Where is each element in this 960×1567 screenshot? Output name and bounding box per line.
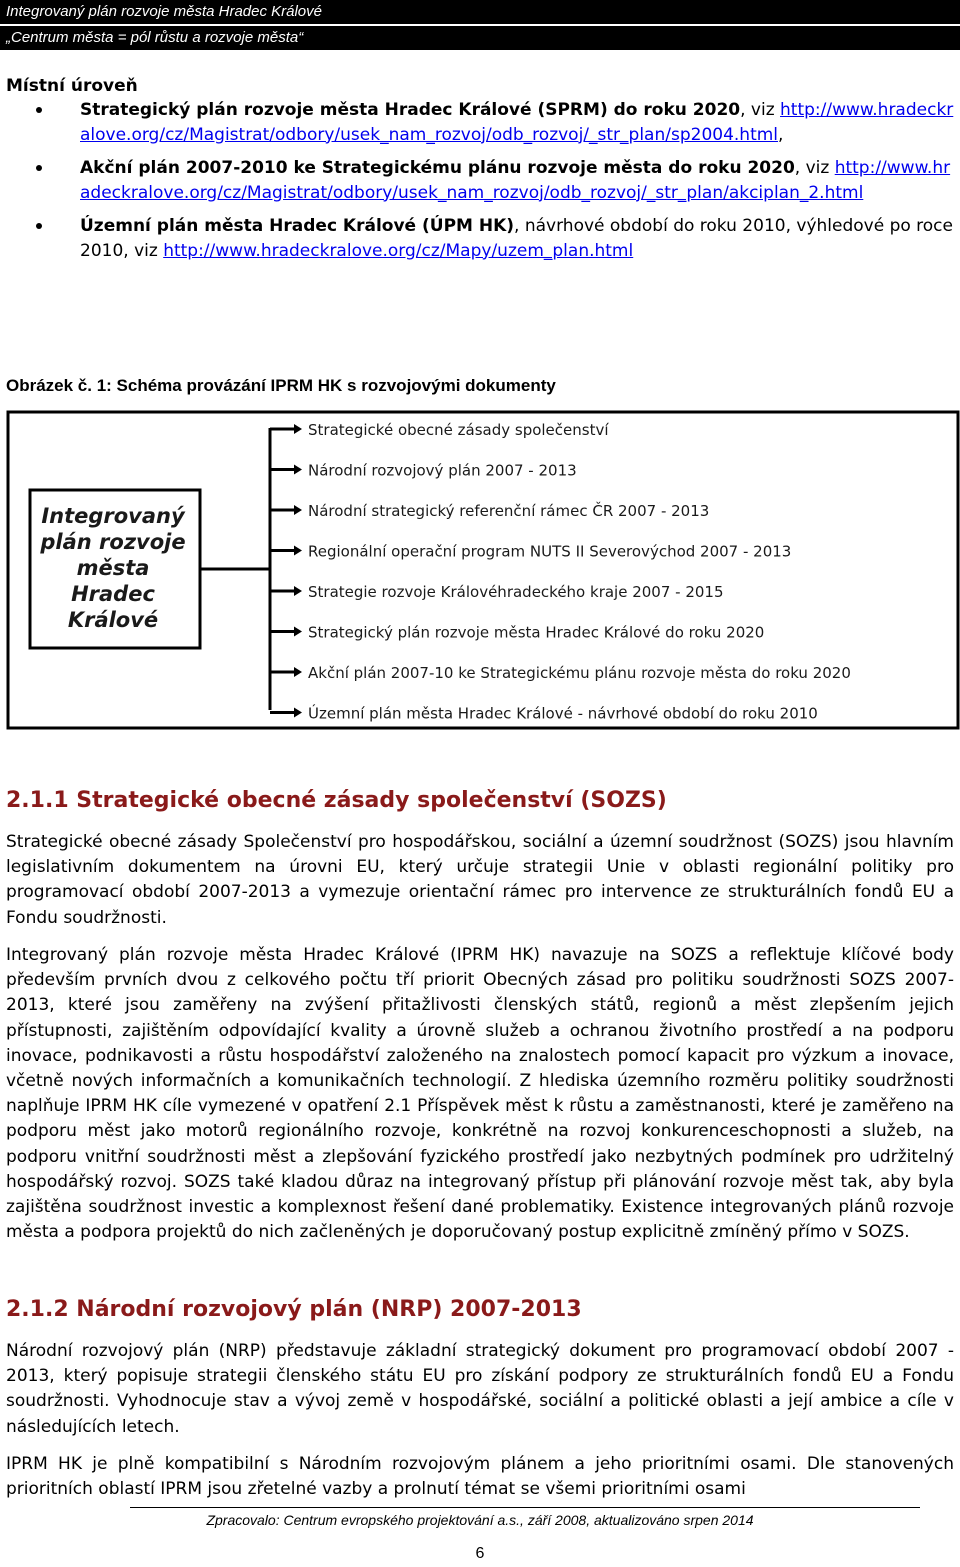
footer-rule bbox=[130, 1507, 920, 1508]
document-label: Akční plán 2007-10 ke Strategickému plánu rozvoje města do roku 2020 bbox=[308, 664, 851, 682]
document-label: Strategické obecné zásady společenství bbox=[308, 421, 609, 439]
document-title: Územní plán města Hradec Králové (ÚPM HK) bbox=[80, 216, 515, 236]
running-header-subtitle: „Centrum města = pól růstu a rozvoje města“ bbox=[0, 26, 960, 50]
list-item-tail: , bbox=[778, 124, 784, 145]
document-label: Strategie rozvoje Královéhradeckého kraje 2007 - 2015 bbox=[308, 583, 724, 601]
box-line: plán rozvoje bbox=[40, 530, 186, 554]
list-item bbox=[0, 98, 960, 147]
section-heading: 2.1.2 Národní rozvojový plán (NRP) 2007-2013 bbox=[6, 1297, 582, 1322]
section-heading: 2.1.1 Strategické obecné zásady společenství (SOZS) bbox=[6, 788, 667, 813]
figure-caption: Obrázek č. 1: Schéma provázání IPRM HK s rozvojovými dokumenty bbox=[6, 376, 556, 395]
box-line: Integrovaný bbox=[41, 504, 185, 528]
document-label: Národní rozvojový plán 2007 - 2013 bbox=[308, 461, 577, 480]
paragraph: Strategické obecné zásady Společenství pro hospodářskou, sociální a územní soudržnost (SOZS) jsou hlavním legislativním dokumentem na úrovni EU, který určuje strategii Unie v oblasti regionální politiky pro programovací období 2007-2013 a vymezuje orientační rámec pro intervence ze strukturálních fondů EU a Fondu soudržnosti. bbox=[6, 832, 954, 928]
box-line: města bbox=[76, 556, 150, 580]
list-item bbox=[0, 214, 960, 263]
page-number: 6 bbox=[475, 1545, 485, 1562]
box-line: Hradec bbox=[71, 582, 155, 606]
document-label: Národní strategický referenční rámec ČR 2007 - 2013 bbox=[308, 502, 710, 520]
document-link[interactable]: http://www.hradeckralove.org/cz/Mapy/uzem_plan.html bbox=[163, 240, 634, 261]
document-title: Strategický plán rozvoje města Hradec Králové (SPRM) do roku 2020 bbox=[80, 100, 741, 120]
bullet-icon bbox=[36, 107, 42, 113]
list-item-text: , návrhové období do roku 2010, výhledové po roce 2010, viz bbox=[80, 216, 953, 261]
running-header-title: Integrovaný plán rozvoje města Hradec Králové bbox=[0, 0, 960, 24]
local-documents-list bbox=[0, 98, 960, 272]
document-title: Akční plán 2007-2010 ke Strategickému plánu rozvoje města do roku 2020 bbox=[80, 158, 795, 178]
list-item-text: , viz bbox=[794, 158, 835, 178]
list-item-text: , viz bbox=[740, 100, 781, 120]
document-label: Regionální operační program NUTS II Severovýchod 2007 - 2013 bbox=[308, 542, 792, 561]
bullet-icon bbox=[36, 223, 42, 229]
document-link[interactable]: http://www.hradeckralove.org/cz/Magistrat/odbory/usek_nam_rozvoj/odb_rozvoj/_str_plan/akciplan_2.html bbox=[80, 158, 951, 203]
box-line: Králové bbox=[67, 608, 159, 632]
bullet-icon bbox=[36, 165, 42, 171]
document-label: Strategický plán rozvoje města Hradec Králové do roku 2020 bbox=[308, 623, 765, 642]
footer-text: Zpracovalo: Centrum evropského projektování a.s., září 2008, aktualizováno srpen 2014 bbox=[206, 1512, 754, 1528]
paragraph: Integrovaný plán rozvoje města Hradec Králové (IPRM HK) navazuje na SOZS a reflektuje klíčové body především prvních dvou z celkového počtu tří priorit Obecných zásad pro politiku soudržnosti SOZS 2007-2013, které jsou zaměřeny na zvýšení přitažlivosti členských států, regionů a měst zlepšením jejich přístupnosti, zajištěním odpovídající kvality a úrovně služeb a ochranou životního prostředí a na podporu inovace, podnikavosti a růstu hospodářství založeného na znalostech pomocí kapacit pro výzkum a inovace, včetně nových informačních a komunikačních technologií. Z hlediska územního rozměru politiky soudržnosti naplňuje IPRM HK cíle vymezené v opatření 2.1 Příspěvek měst k růstu a zaměstnanosti, které je zaměřeno na podporu měst jako motorů regionálního rozvoje, konkrétně na rozvoj konkurenceschopnosti a služeb, na podporu vnitřní soudržnosti měst a zlepšování fyzického prostředí jako nezbytných podmínek pro udržitelný hospodářský rozvoj. SOZS také kladou důraz na integrovaný přístup při plánování rozvoje měst tak, aby byla zajištěna soudržnost investic a komplexnost řešení dané problematiky. Existence integrovaných plánů rozvoje města a podpora projektů do nich začleněných je doporučovaný postup explicitně zmíněný přímo v SOZS. bbox=[6, 945, 954, 1243]
document-link[interactable]: http://www.hradeckralove.org/cz/Magistrat/odbory/usek_nam_rozvoj/odb_rozvoj/_str_plan/sp2004.html bbox=[80, 100, 954, 145]
list-item bbox=[0, 156, 960, 205]
paragraph: Národní rozvojový plán (NRP) představuje základní strategický dokument pro programovací období 2007 - 2013, který popisuje strategii členského státu EU pro získání podpory ze strukturálních fondů EU a Fondu soudržnosti. Vyhodnocuje stav a vývoj země v hospodářské, sociální a politické oblasti a její ambice a cíle v následujících letech. bbox=[6, 1341, 954, 1437]
document-label: Územní plán města Hradec Králové - návrhové období do roku 2010 bbox=[308, 704, 818, 723]
paragraph: IPRM HK je plně kompatibilní s Národním rozvojovým plánem a jeho prioritními osami. Dle stanovených prioritních oblastí IPRM jsou zřetelné vazby a prolnutí témat se všemi prioritními osami bbox=[6, 1454, 954, 1500]
linkage-diagram bbox=[0, 398, 960, 733]
local-level-heading: Místní úroveň bbox=[6, 76, 138, 96]
